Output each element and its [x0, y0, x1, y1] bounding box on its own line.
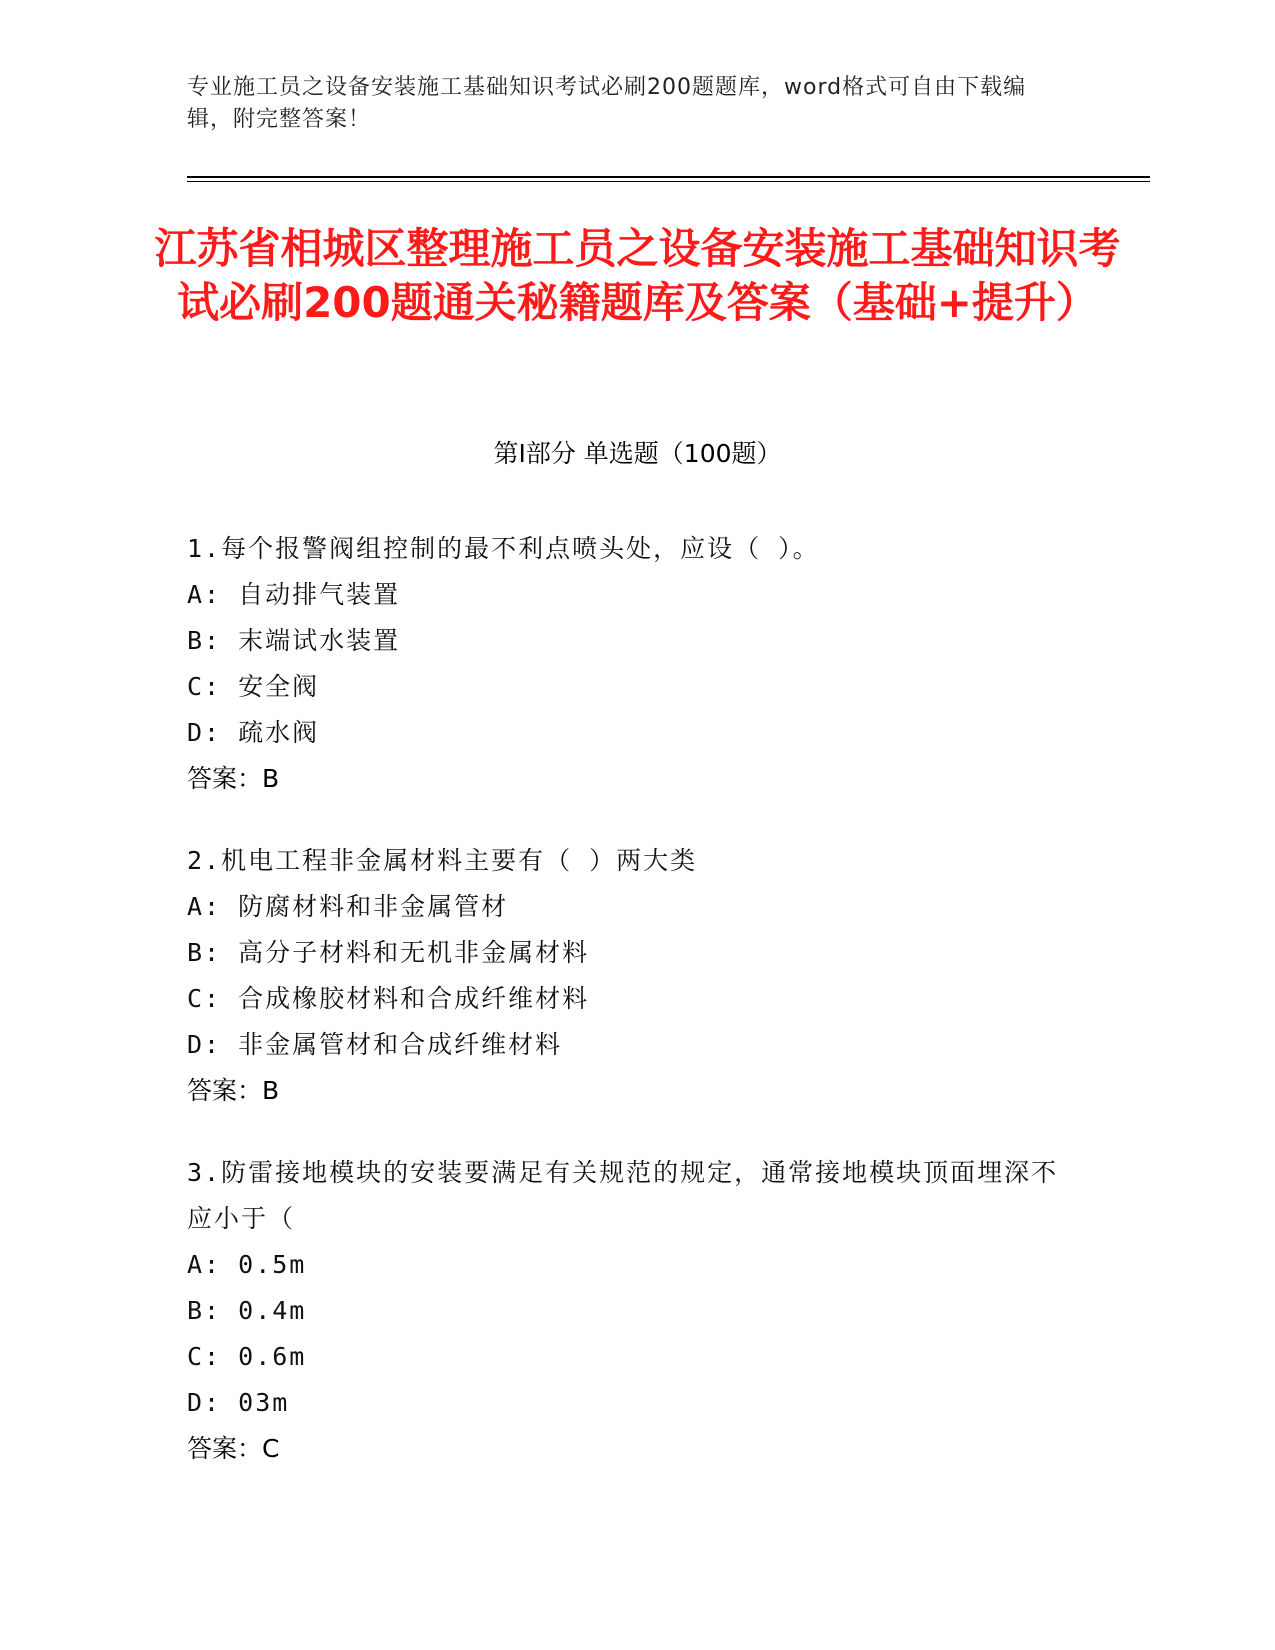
option-a: A: 防腐材料和非金属管材	[187, 892, 509, 921]
question-1	[187, 526, 1087, 802]
option-d: D: 03m	[187, 1388, 290, 1417]
option-c: C: 安全阀	[187, 672, 320, 701]
header-note: 专业施工员之设备安装施工基础知识考试必刷200题题库，word格式可自由下载编辑，附完整答案！	[187, 75, 1027, 132]
header-divider	[187, 176, 1150, 178]
question-stem: 3.防雷接地模块的安装要满足有关规范的规定，通常接地模块顶面埋深不应小于（	[187, 1158, 1059, 1233]
option-b: B: 0.4m	[187, 1296, 307, 1325]
option-c: C: 合成橡胶材料和合成纤维材料	[187, 984, 590, 1013]
document-title: 江苏省相城区整理施工员之设备安装施工基础知识考试必刷200题通关秘籍题库及答案（基础+提升）	[154, 224, 1121, 327]
option-d: D: 非金属管材和合成纤维材料	[187, 1030, 563, 1059]
answer: 答案：B	[187, 1076, 280, 1105]
option-b: B: 末端试水装置	[187, 626, 401, 655]
option-b: B: 高分子材料和无机非金属材料	[187, 938, 590, 967]
answer: 答案：C	[187, 1434, 280, 1463]
option-d: D: 疏水阀	[187, 718, 320, 747]
question-stem: 1.每个报警阀组控制的最不利点喷头处，应设（ ）。	[187, 534, 820, 563]
header-divider-thin	[187, 181, 1150, 182]
question-stem: 2.机电工程非金属材料主要有（ ）两大类	[187, 846, 698, 875]
option-a: A: 0.5m	[187, 1250, 307, 1279]
question-list	[187, 526, 1087, 1508]
question-3	[187, 1150, 1087, 1472]
question-2	[187, 838, 1087, 1114]
section-title: 第Ⅰ部分 单选题（100题）	[493, 439, 782, 468]
answer: 答案：B	[187, 764, 280, 793]
option-a: A: 自动排气装置	[187, 580, 401, 609]
option-c: C: 0.6m	[187, 1342, 307, 1371]
